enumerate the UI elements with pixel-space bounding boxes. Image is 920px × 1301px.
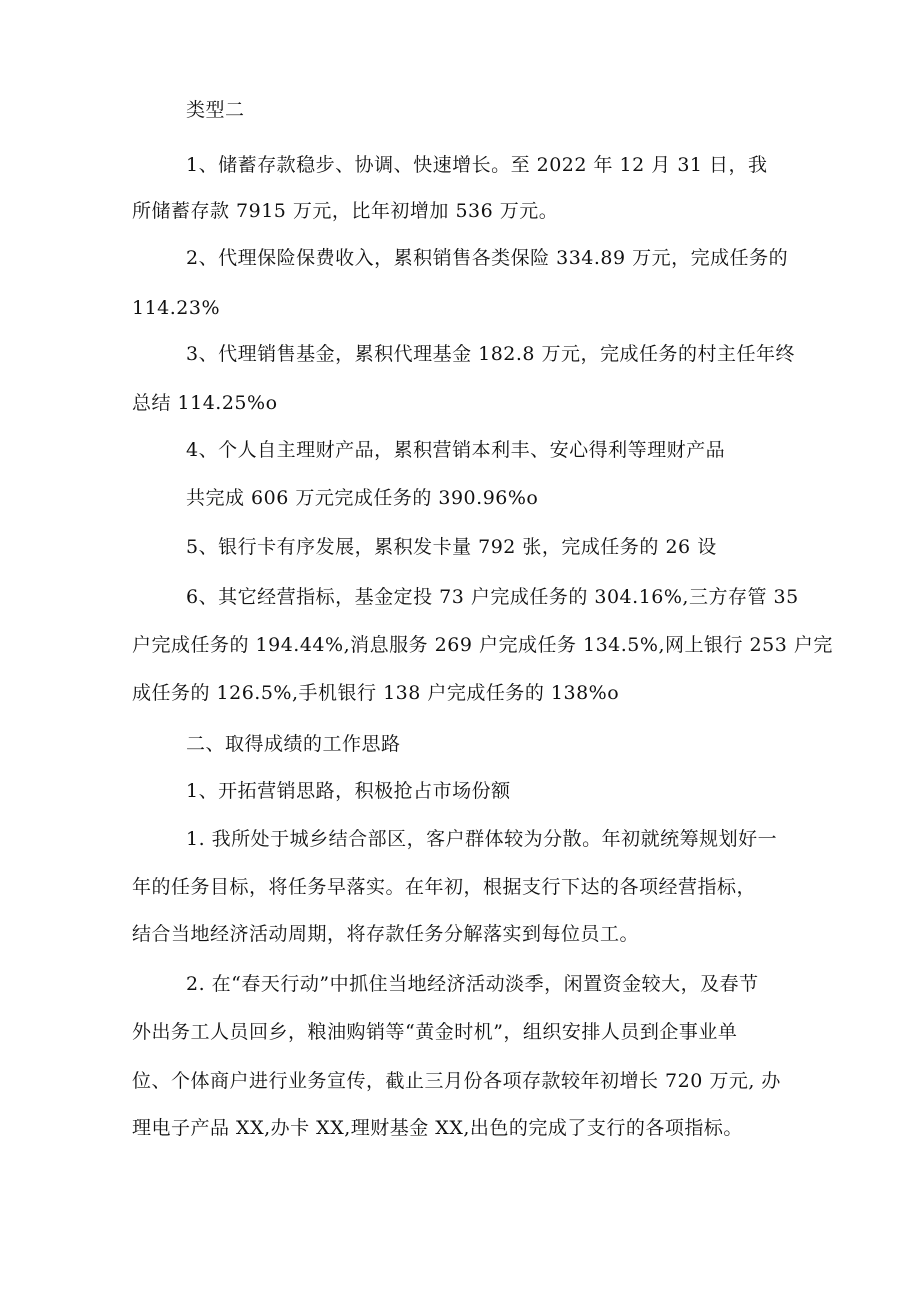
paragraph-line: 理电子产品 XX,办卡 XX,理财基金 XX,出色的完成了支行的各项指标。	[132, 1117, 743, 1139]
paragraph-line: 2、代理保险保费收入，累积销售各类保险 334.89 万元，完成任务的	[186, 247, 789, 269]
paragraph-line: 114.23%	[132, 297, 221, 319]
paragraph-line: 总结 114.25%o	[132, 392, 278, 414]
paragraph-line: 3、代理销售基金，累积代理基金 182.8 万元，完成任务的村主任年终	[186, 343, 796, 365]
paragraph-line: 户完成任务的 194.44%,消息服务 269 户完成任务 134.5%,网上银行 253 户完	[132, 634, 833, 656]
paragraph-line: 6、其它经营指标，基金定投 73 户完成任务的 304.16%,三方存管 35	[186, 586, 799, 608]
section-heading-work-ideas: 二、取得成绩的工作思路	[186, 733, 401, 755]
paragraph-line: 成任务的 126.5%,手机银行 138 户完成任务的 138%o	[132, 682, 620, 704]
paragraph-line: 1、储蓄存款稳步、协调、快速增长。至 2022 年 12 月 31 日，我	[186, 154, 768, 176]
paragraph-line: 外出务工人员回乡，粮油购销等“黄金时机”，组织安排人员到企事业单	[132, 1021, 738, 1043]
subsection-heading: 1、开拓营销思路，积极抢占市场份额	[186, 780, 511, 802]
paragraph-line: 4、个人自主理财产品，累积营销本利丰、安心得利等理财产品	[186, 439, 726, 461]
paragraph-line: 共完成 606 万元完成任务的 390.96%o	[186, 487, 539, 509]
paragraph-line: 位、个体商户进行业务宣传，截止三月份各项存款较年初增长 720 万元, 办	[132, 1070, 781, 1092]
paragraph-line: 5、银行卡有序发展，累积发卡量 792 张，完成任务的 26 设	[186, 536, 717, 558]
paragraph-line: 结合当地经济活动周期，将存款任务分解落实到每位员工。	[132, 923, 640, 945]
paragraph-line: 所储蓄存款 7915 万元，比年初增加 536 万元。	[132, 200, 559, 222]
paragraph-line: 2. 在“春天行动”中抓住当地经济活动淡季，闲置资金较大，及春节	[186, 973, 759, 995]
section-heading-type-two: 类型二	[186, 99, 245, 121]
paragraph-line: 年的任务目标，将任务早落实。在年初，根据支行下达的各项经营指标，	[132, 876, 757, 898]
paragraph-line: 1. 我所处于城乡结合部区，客户群体较为分散。年初就统筹规划好一	[186, 828, 778, 850]
